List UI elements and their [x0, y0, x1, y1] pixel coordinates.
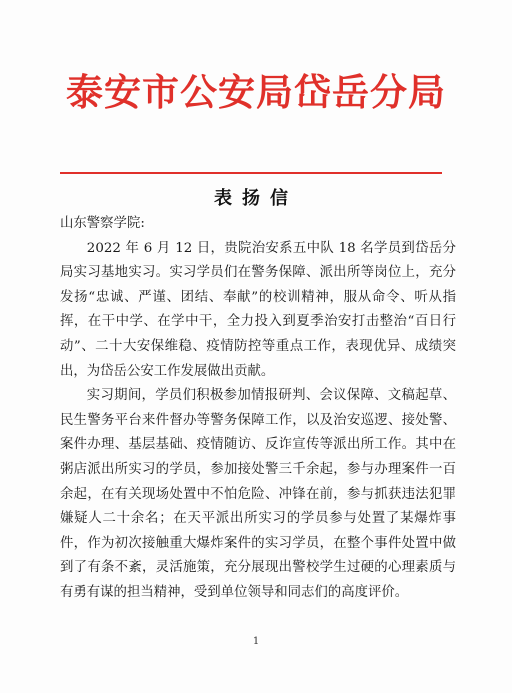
- salutation: 山东警察学院:: [60, 216, 145, 231]
- page-number: 1: [252, 636, 260, 647]
- red-divider-line: [60, 172, 442, 174]
- paragraph: 2022 年 6 月 12 日，贵院治安系五中队 18 名学员到岱岳分局实习基地实习。实习学员们在警务保障、派出所等岗位上，充分发扬“忠诚、严谨、团结、奉献”的校训精神，服从命令、听从指挥，在干中学、在学中干，全力投入到夏季治安打击整治“百日行动”、二十大安保维稳、疫情防控等重点工作，表现优异、成绩突出，为岱岳公安工作发展做出贡献。: [60, 240, 456, 379]
- paragraph: 实习期间，学员们积极参加情报研判、会议保障、文稿起草、民生警务平台来件督办等警务保障工作，以及治安巡逻、接处警、案件办理、基层基础、疫情随访、反诈宣传等派出所工作。其中在粥店派出所实习的学员，参加接处警三千余起，参与办理案件一百余起，在有关现场处置中不怕危险、冲锋在前，参与抓获违法犯罪嫌疑人二十余名；在天平派出所实习的学员参与处置了某爆炸事件，作为初次接触重大爆炸案件的实习学员，在整个事件处置中做到了有条不紊，灵活施策，充分展现出警校学生过硬的心理素质与有勇有谋的担当精神，受到单位领导和同志们的高度评价。: [60, 388, 456, 600]
- document-title: 表扬信: [214, 188, 298, 209]
- organization-header: 泰安市公安局岱岳分局: [66, 71, 446, 114]
- letter-body: [60, 212, 456, 606]
